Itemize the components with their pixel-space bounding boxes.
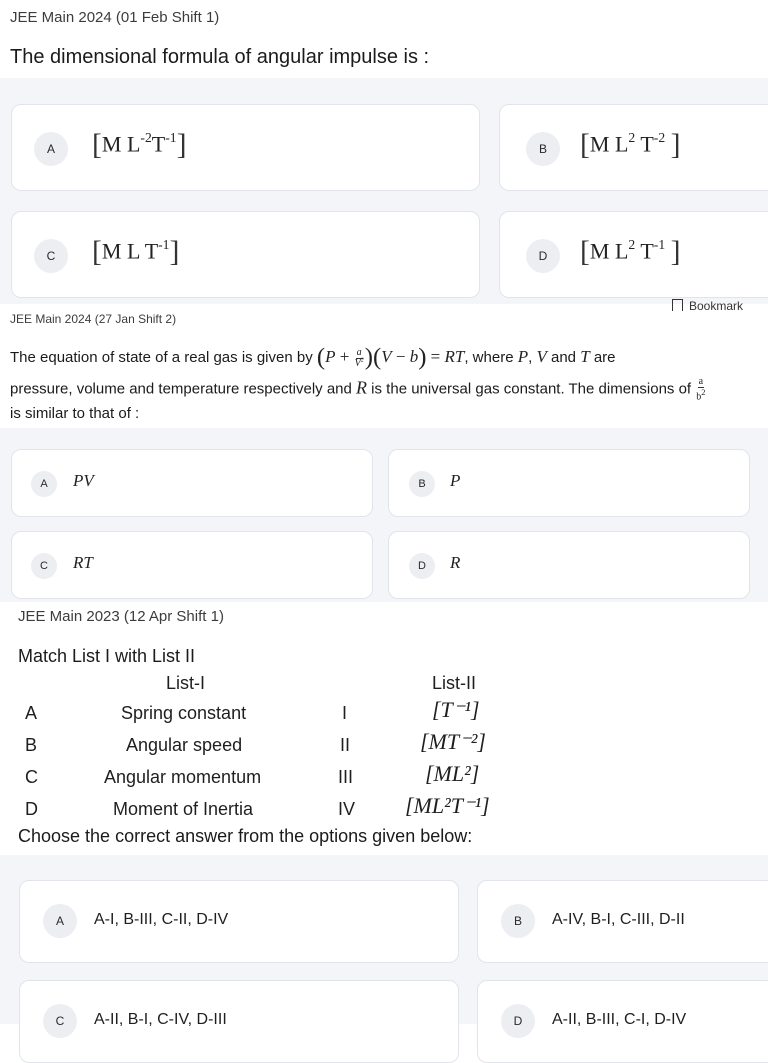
question-source: JEE Main 2023 (12 Apr Shift 1)	[18, 608, 224, 625]
option-c[interactable]	[11, 211, 480, 298]
row-dimension: [ML²]	[425, 761, 480, 786]
row-dimension: [ML²T⁻¹]	[405, 793, 490, 818]
option-badge: A	[43, 904, 77, 938]
option-text: RT	[73, 553, 93, 572]
row-roman: II	[340, 735, 351, 755]
option-badge: B	[526, 132, 560, 166]
option-badge: B	[501, 904, 535, 938]
bookmark-icon	[672, 299, 683, 311]
question-source: JEE Main 2024 (01 Feb Shift 1)	[10, 9, 220, 26]
option-badge: C	[34, 239, 68, 273]
option-formula: [M $L^2$ $T^{-2}$ ]	[580, 129, 681, 161]
option-b[interactable]	[388, 449, 750, 517]
option-a[interactable]	[19, 880, 459, 963]
option-c[interactable]	[11, 531, 373, 599]
option-badge: C	[43, 1004, 77, 1038]
row-item: Angular speed	[126, 735, 243, 755]
option-badge: D	[526, 239, 560, 273]
option-badge: D	[409, 553, 435, 579]
option-badge: B	[409, 471, 435, 497]
row-item: Moment of Inertia	[113, 799, 254, 819]
option-badge: D	[501, 1004, 535, 1038]
row-key: C	[25, 767, 38, 787]
option-d[interactable]	[388, 531, 750, 599]
option-text: R	[450, 553, 461, 572]
question-text-line2: pressure, volume and temperature respectively and R is the universal gas constant. The dimensions of $\frac{a}{b^2}$	[10, 376, 706, 403]
option-text: PV	[73, 471, 94, 490]
option-text: A-II, B-I, C-IV, D-III	[94, 1011, 227, 1028]
question-heading: Match List I with List II	[18, 646, 196, 666]
row-key: D	[25, 799, 38, 819]
option-c[interactable]	[19, 980, 459, 1063]
row-dimension: [T⁻¹]	[432, 697, 480, 722]
row-key: A	[25, 703, 38, 723]
option-d[interactable]	[499, 211, 768, 298]
row-roman: IV	[338, 799, 356, 819]
option-b[interactable]	[499, 104, 768, 191]
option-text: A-I, B-III, C-II, D-IV	[94, 911, 229, 928]
row-item: Spring constant	[121, 703, 247, 723]
option-text: A-II, B-III, C-I, D-IV	[552, 1011, 687, 1028]
option-text: P	[450, 471, 461, 490]
option-badge: A	[31, 471, 57, 497]
question-source: JEE Main 2024 (27 Jan Shift 2)	[10, 312, 177, 326]
question-text: The equation of state of a real gas is given by (P + $\frac{a}{V^2}$ )(V − b) = RT, where P, V and T are	[10, 343, 616, 371]
row-key: B	[25, 735, 38, 755]
question-text-line3: is similar to that of :	[10, 405, 140, 422]
option-b[interactable]	[477, 880, 768, 963]
option-a[interactable]	[11, 104, 480, 191]
option-badge: A	[34, 132, 68, 166]
list2-header: List-II	[432, 673, 477, 693]
bookmark-button[interactable]: Bookmark	[672, 299, 743, 311]
row-roman: I	[342, 703, 348, 723]
row-dimension: [MT⁻²]	[420, 729, 486, 754]
question-footer: Choose the correct answer from the options given below:	[18, 826, 473, 846]
row-item: Angular momentum	[104, 767, 262, 787]
list1-header: List-I	[166, 673, 206, 693]
option-badge: C	[31, 553, 57, 579]
option-text: A-IV, B-I, C-III, D-II	[552, 911, 685, 928]
row-roman: III	[338, 767, 354, 787]
option-a[interactable]	[11, 449, 373, 517]
question-text: The dimensional formula of angular impulse is :	[10, 46, 430, 68]
option-formula: [M $L^2$ $T^{-1}$ ]	[580, 236, 681, 268]
option-formula: [M L $T^{-1}$]	[92, 236, 180, 268]
option-formula: [M $L^{-2}T^{-1}$]	[92, 129, 187, 161]
option-d[interactable]	[477, 980, 768, 1063]
